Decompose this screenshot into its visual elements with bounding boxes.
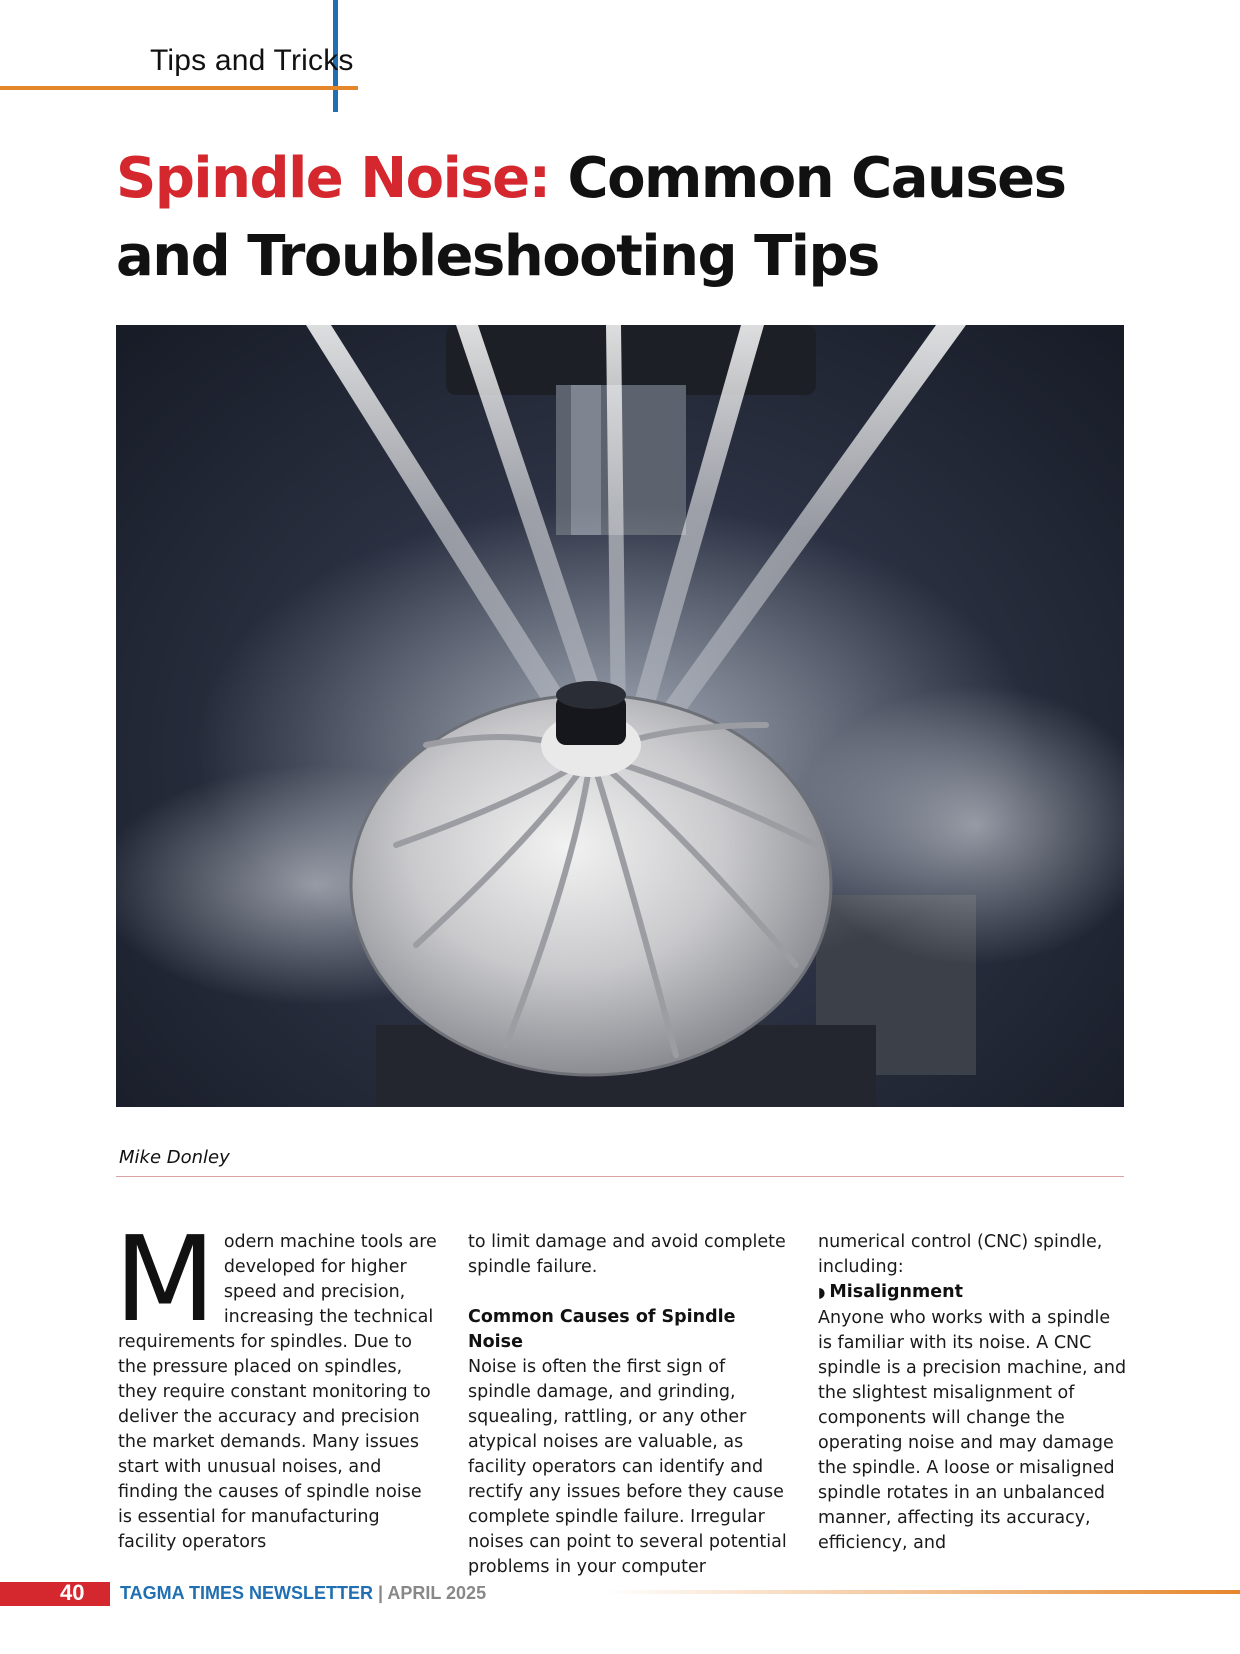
bullet-heading-text: Misalignment xyxy=(829,1282,963,1302)
footer-separator: | xyxy=(372,1583,388,1603)
intro-paragraph xyxy=(114,1210,438,1555)
header-horizontal-rule xyxy=(0,86,358,90)
footer-gradient-rule xyxy=(605,1590,1240,1594)
bullet-marker-icon: ◗ xyxy=(818,1285,826,1301)
article-column-2 xyxy=(468,1230,788,1580)
page-number: 40 xyxy=(60,1580,85,1605)
section-label: Tips and Tricks xyxy=(150,44,354,77)
article-column-3 xyxy=(818,1230,1128,1556)
author-byline: Mike Donley xyxy=(119,1147,230,1168)
continued-paragraph: to limit damage and avoid complete spindle failure. xyxy=(468,1232,786,1277)
hero-photo xyxy=(116,325,1124,1107)
footer-date: APRIL 2025 xyxy=(387,1583,487,1603)
intro-text: odern machine tools are developed for higher speed and precision, increasing the technical requirements for spindles. Due to the pressure placed on spindles, they require constant monitoring to deliver the accuracy and precision the market demands. Many issues start with unusual noises, and finding the causes of spindle noise is essential for manufacturing facility operators xyxy=(118,1232,437,1552)
misalignment-paragraph: Anyone who works with a spindle is familiar with its noise. A CNC spindle is a precision machine, and the slightest misalignment of components will change the operating noise and may damage the spindle. A loose or misaligned spindle rotates in an unbalanced manner, affecting its accuracy, efficiency, and xyxy=(818,1308,1127,1553)
drop-cap: M xyxy=(114,1210,216,1348)
article-headline xyxy=(116,140,1116,296)
subsection-heading: Common Causes of Spindle Noise xyxy=(468,1307,736,1352)
cnc-impeller-machining-icon xyxy=(116,325,1124,1107)
footer-publication: TAGMA TIMES NEWSLETTER xyxy=(120,1583,373,1603)
byline-divider xyxy=(116,1176,1124,1177)
bullet-heading-misalignment xyxy=(818,1280,1128,1306)
headline-accent: Spindle Noise: xyxy=(116,146,550,211)
headline-rest: Common Causes and Troubleshooting Tips xyxy=(116,146,1066,289)
continued-paragraph-2: numerical control (CNC) spindle, including: xyxy=(818,1232,1103,1277)
page-number-badge xyxy=(0,1582,110,1606)
causes-paragraph: Noise is often the first sign of spindle damage, and grinding, squealing, rattling, or any other atypical noises are valuable, as facility operators can identify and rectify any issues before they cause complete spindle failure. Irregular noises can point to several potential problems in your computer xyxy=(468,1357,787,1577)
article-column-1 xyxy=(114,1210,438,1555)
footer-publication-line xyxy=(120,1583,486,1604)
